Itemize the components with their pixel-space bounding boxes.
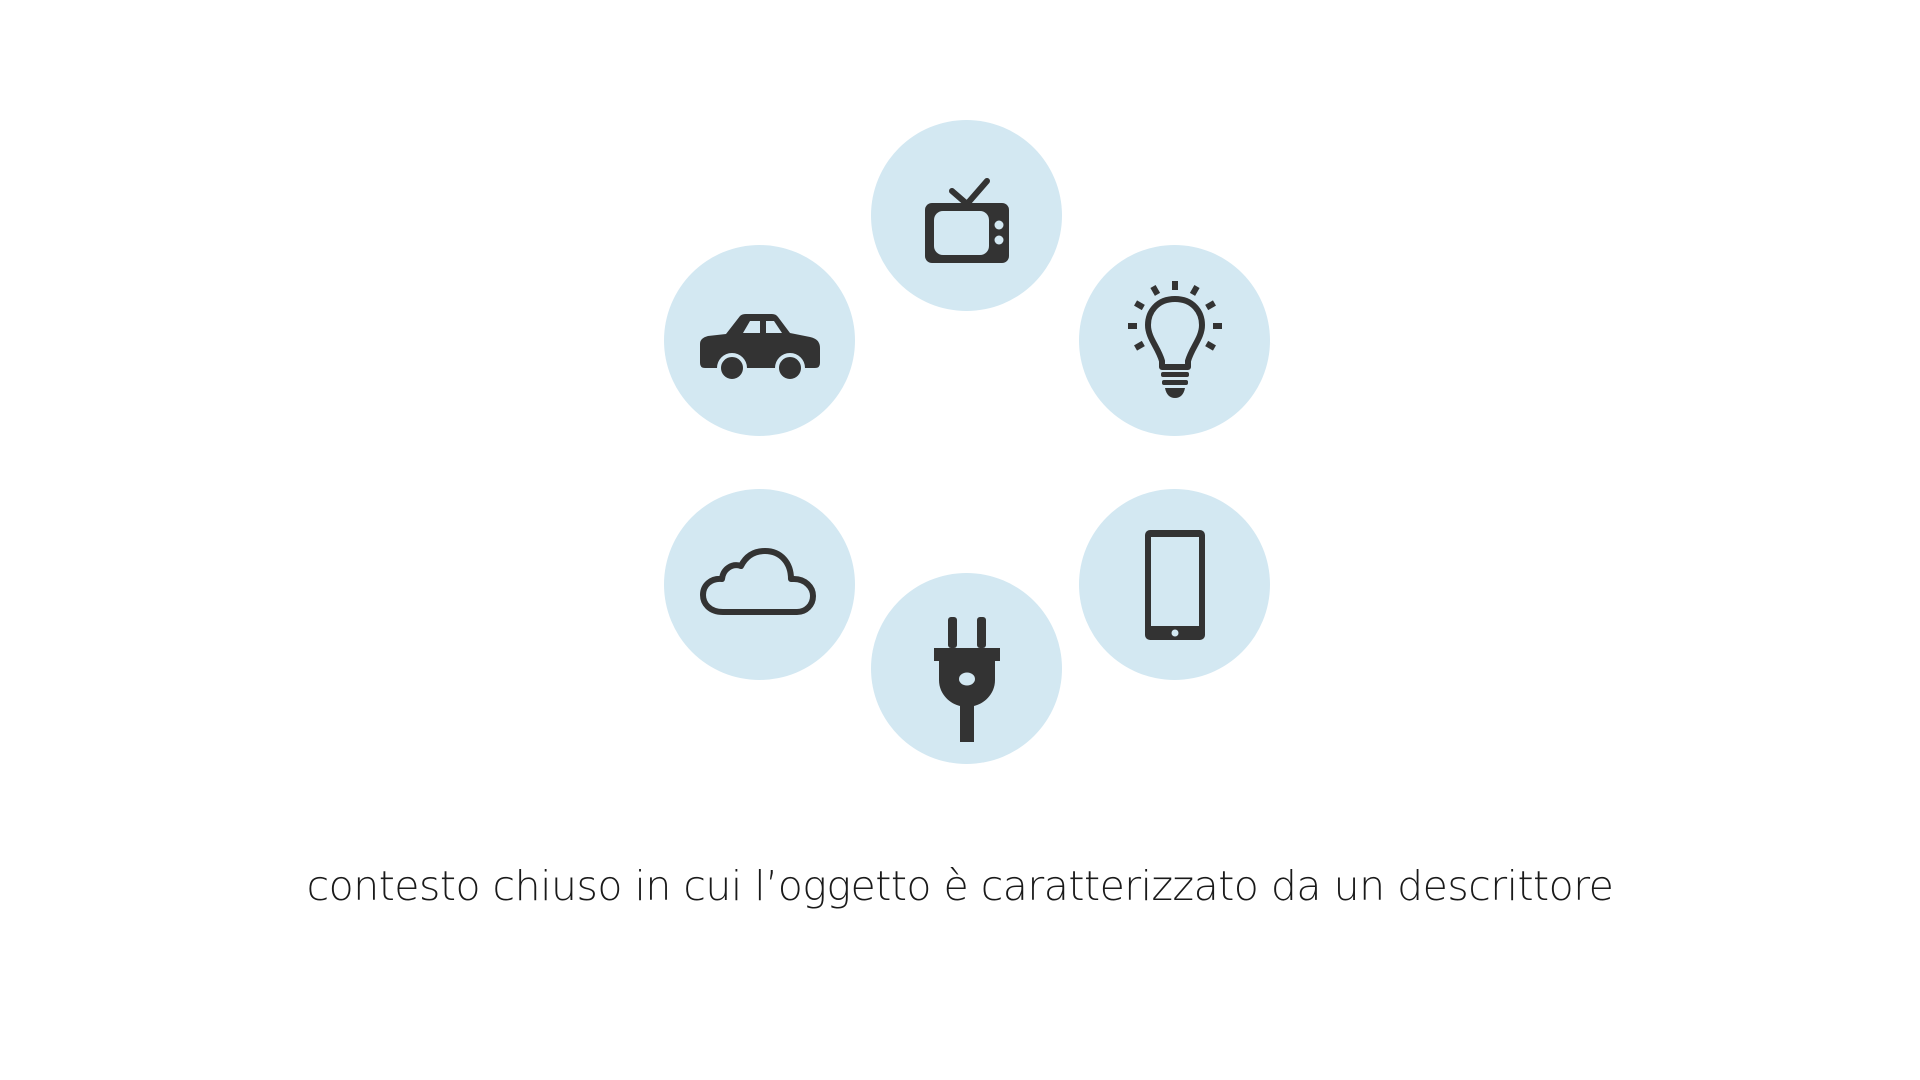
cloud-node (664, 489, 855, 680)
cloud-icon (695, 530, 825, 640)
lightbulb-node (1079, 245, 1270, 436)
tv-icon (912, 161, 1022, 271)
lightbulb-icon (1120, 271, 1230, 411)
plug-node (871, 573, 1062, 764)
car-icon (690, 286, 830, 396)
car-node (664, 245, 855, 436)
smartphone-node (1079, 489, 1270, 680)
smartphone-icon (1120, 520, 1230, 650)
diagram-caption: contesto chiuso in cui l’oggetto è caratterizzato da un descrittore (306, 862, 1614, 910)
tv-node (871, 120, 1062, 311)
plug-icon (912, 594, 1022, 744)
